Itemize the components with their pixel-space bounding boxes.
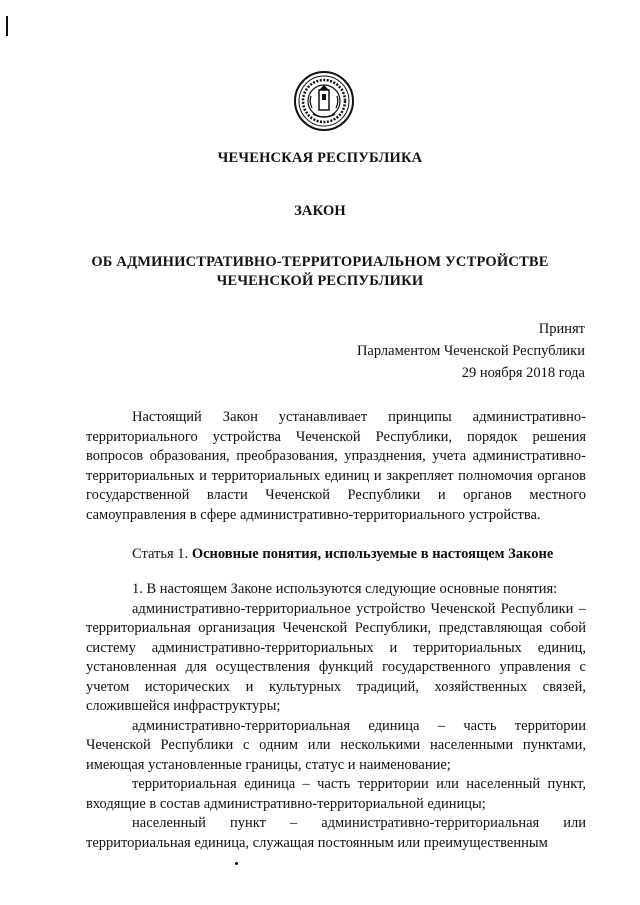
republic-heading: ЧЕЧЕНСКАЯ РЕСПУБЛИКА	[217, 150, 423, 166]
law-title-line1: ОБ АДМИНИСТРАТИВНО-ТЕРРИТОРИАЛЬНОМ УСТРОЙСТВЕ	[91, 254, 549, 270]
scan-dot	[235, 862, 238, 865]
article-paragraph: населенный пункт – административно-территориальная или территориальная единица, служащая постоянным или преимущественным	[86, 815, 586, 851]
article-title: Основные понятия, используемые в настоящем Законе	[191, 546, 554, 562]
adoption-line1: Принят	[538, 321, 585, 337]
adoption-line2: Парламентом Чеченской Республики	[356, 343, 585, 359]
law-title	[60, 253, 580, 291]
intro-paragraph	[86, 408, 586, 525]
adoption-block	[357, 318, 585, 384]
article-number: Статья 1.	[132, 546, 189, 562]
article-paragraph: административно-территориальная единица – часть территории Чеченской Республики с одним или несколькими населенными пунктами, имеющая установленные границы, статус и наименование;	[86, 717, 586, 773]
intro-text: Настоящий Закон устанавливает принципы административно-территориального устройства Чеченской Республики, порядок решения вопросов образования, преобразования, упразднения, учета административно-территориальных и территориальных единиц и закрепляет полномочия органов государственной власти Чеченской Республики и органов местного самоуправления в сфере административно-территориального устройства.	[86, 409, 586, 523]
article-body	[86, 580, 586, 853]
article-paragraph: территориальная единица – часть территории или населенный пункт, входящие в состав административно-территориальной единицы;	[86, 776, 586, 812]
coat-of-arms-icon	[293, 70, 355, 132]
article-heading	[132, 546, 553, 563]
law-heading: ЗАКОН	[294, 203, 346, 219]
law-title-line2: ЧЕЧЕНСКОЙ РЕСПУБЛИКИ	[216, 273, 424, 289]
article-paragraph: 1. В настоящем Законе используются следующие основные понятия:	[132, 581, 558, 597]
scan-edge-mark	[6, 16, 8, 36]
adoption-date: 29 ноября 2018 года	[461, 365, 585, 381]
article-paragraph: административно-территориальное устройство Чеченской Республики – территориальная организация Чеченской Республики, представляющая собой систему административно-территориальных и территориальных единиц, установленная для осуществления функций государственного управления с учетом исторических и культурных традиций, хозяйственных связей, сложившейся инфраструктуры;	[86, 600, 586, 714]
